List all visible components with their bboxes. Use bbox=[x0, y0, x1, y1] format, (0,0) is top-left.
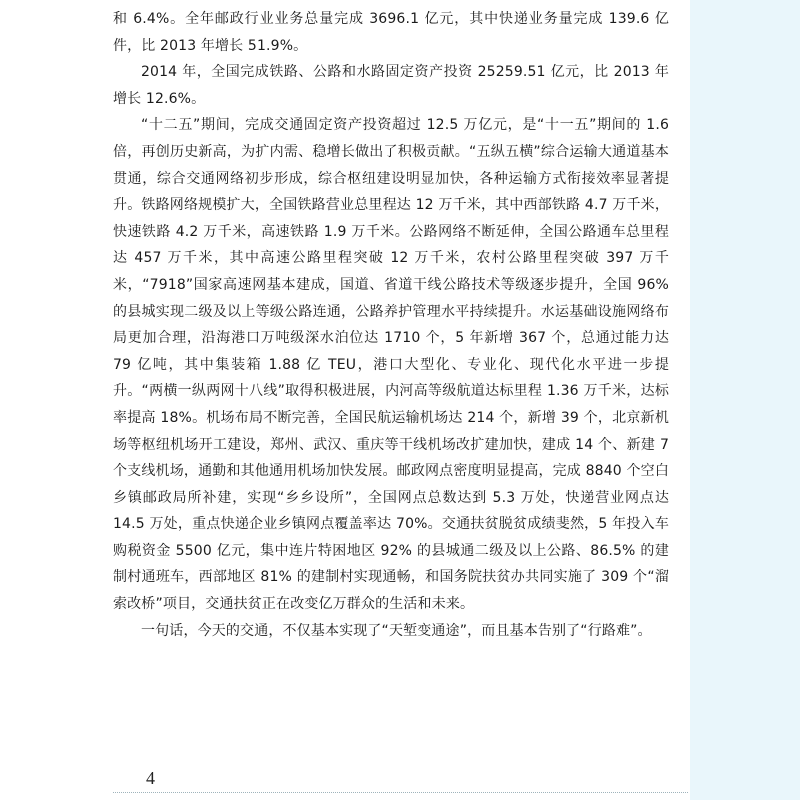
page-number: 4 bbox=[146, 768, 155, 788]
footer-divider bbox=[113, 792, 688, 793]
paragraph-summary: 一句话，今天的交通，不仅基本实现了“天堑变通途”，而且基本告别了“行路难”。 bbox=[141, 622, 652, 639]
body-text bbox=[113, 6, 669, 644]
paragraph-twelfth-five-year: “十二五”期间，完成交通固定资产投资超过 12.5 万亿元，是“十一五”期间的 1.6 倍，再创历史新高，为扩内需、稳增长做出了积极贡献。“五纵五横”综合运输大通道基本贯通，综合交通网络初步形成，综合枢纽建设明显加快，各种运输方式衔接效率显著提升。铁路网络规模扩大，全国铁路营业总里程达 12 万千米，其中西部铁路 4.7 万千米，快速铁路 4.2 万千米，高速铁路 1.9 万千米。公路网络不断延伸，全国公路通车总里程达 457 万千米，其中高速公路里程突破 12 万千米，农村公路里程突破 397 万千米，“7918”国家高速网基本建成，国道、省道干线公路技术等级逐步提升，全国 96% 的县城实现二级及以上等级公路连通，公路养护管理水平持续提升。水运基础设施网络布局更加合理，沿海港口万吨级深水泊位达 1710 个，5 年新增 367 个，总通过能力达 79 亿吨，其中集装箱 1.88 亿 TEU，港口大型化、专业化、现代化水平进一步提升。“两横一纵两网十八线”取得积极进展，内河高等级航道达标里程 1.36 万千米，达标率提高 18%。机场布局不断完善，全国民航运输机场达 214 个，新增 39 个，北京新机场等枢纽机场开工建设，郑州、武汉、重庆等干线机场改扩建加快，建成 14 个、新建 7 个支线机场，通勤和其他通用机场加快发展。邮政网点密度明显提高，完成 8840 个空白乡镇邮政局所补建，实现“乡乡设所”，全国网点总数达到 5.3 万处，快递营业网点达 14.5 万处，重点快递企业乡镇网点覆盖率达 70%。交通扶贫脱贫成绩斐然，5 年投入车购税资金 5500 亿元，集中连片特困地区 92% 的县城通二级及以上公路、86.5% 的建制村通班车，西部地区 81% 的建制村实现通畅，和国务院扶贫办共同实施了 309 个“溜索改桥”项目，交通扶贫正在改变亿万群众的生活和未来。 bbox=[113, 117, 669, 613]
paragraph-investment-2014: 2014 年，全国完成铁路、公路和水路固定资产投资 25259.51 亿元，比 2013 年增长 12.6%。 bbox=[113, 64, 669, 107]
paragraph-continued: 和 6.4%。全年邮政行业业务总量完成 3696.1 亿元，其中快递业务量完成 139.6 亿件，比 2013 年增长 51.9%。 bbox=[113, 11, 669, 54]
page-edge-band bbox=[690, 0, 800, 800]
